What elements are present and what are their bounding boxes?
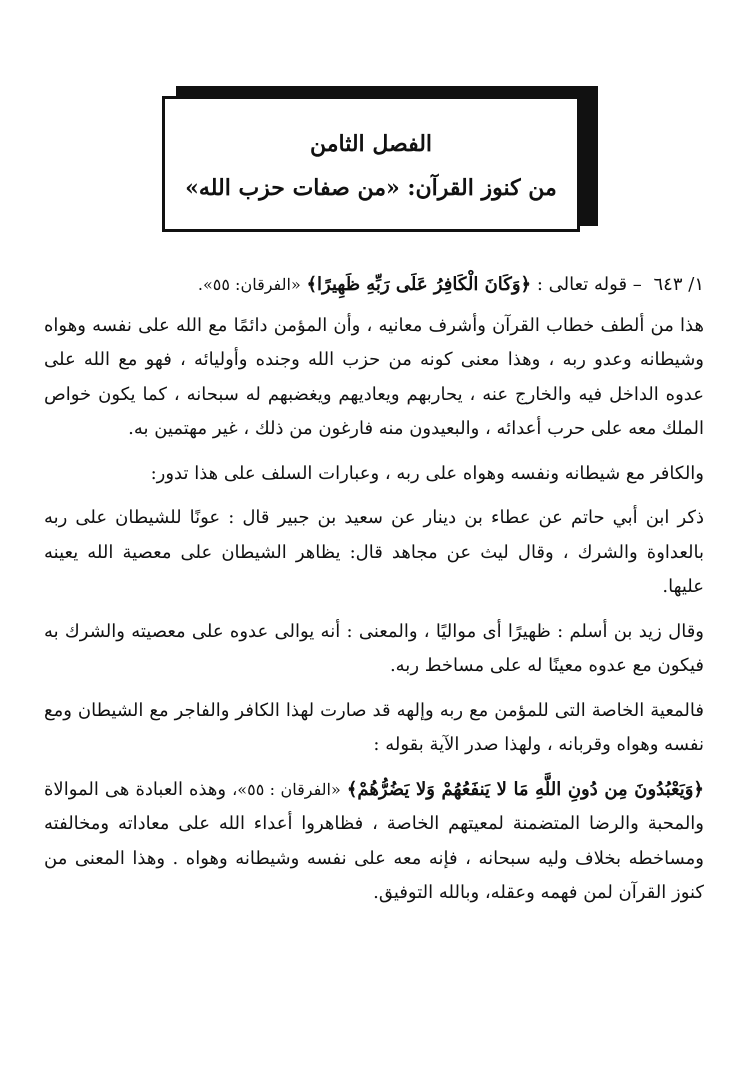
chapter-heading: الفصل الثامن	[309, 131, 433, 157]
paragraph-final	[44, 773, 704, 911]
final-verse-source: «الفرقان : ٥٥»،	[232, 779, 341, 799]
chapter-subheading: من كنوز القرآن: «من صفات حزب الله»	[185, 175, 557, 201]
final-text: وهذه العبادة هى الموالاة والمحبة والرضا المتضمنة لمعيتهم الخاصة ، فظاهروا أعداء الله على معاداته ومخالفته ومساخطه بخلاف وليه سبحانه ، فإنه معه على نفسه وشيطانه وهواه . وهذا المعنى من كنوز القرآن لمن فهمه وعقله، وبالله التوفيق.	[44, 778, 704, 903]
paragraph-4: وقال زيد بن أسلم : ظهيرًا أى مواليًا ، والمعنى : أنه يوالى عدوه على معصيته والشرك به فيكون مع عدوه معينًا له على مساخط ربه.	[44, 620, 704, 676]
verse-source: «الفرقان: ٥٥».	[197, 275, 301, 294]
final-quran-verse: ﴿وَيَعْبُدُونَ مِن دُونِ اللَّهِ مَا لا يَنفَعُهُمْ وَلا يَضُرُّهُمْ﴾	[346, 778, 704, 800]
entry-number: ١/ ٦٤٣	[653, 274, 704, 295]
page-body	[44, 268, 704, 921]
paragraph-5: فالمعية الخاصة التى للمؤمن مع ربه وإلهه قد صارت لهذا الكافر والفاجر مع الشيطان ومع نفسه وهواه وقربانه ، ولهذا صدر الآية بقوله :	[44, 699, 704, 755]
paragraph-1: هذا من ألطف خطاب القرآن وأشرف معانيه ، وأن المؤمن دائمًا مع الله على نفسه وهواه وشيطانه وعدو ربه ، وهذا معنى كونه من حزب الله وجنده وأوليائه ، فهو مع الله على عدوه الداخل فيه والخارج عنه ، يحاربهم ويعاديهم ويغضبهم له سبحانه ، كما يكون خواص الملك معه على حرب أعدائه ، والبعيدون منه فارغون من ذلك ، غير مهتمين به.	[44, 314, 704, 439]
paragraph-3: ذكر ابن أبي حاتم عن عطاء بن دينار عن سعيد بن جبير قال : عونًا للشيطان على ربه بالعداوة والشرك ، وقال ليث عن مجاهد قال: يظاهر الشيطان على معصية الله يعينه عليها.	[44, 507, 704, 597]
quran-verse: ﴿وَكَانَ الْكَافِرُ عَلَى رَبِّهِ ظَهِيرًا﴾	[306, 274, 532, 295]
entry-heading	[44, 268, 704, 303]
title-box-frame	[162, 96, 580, 232]
entry-intro: – قوله تعالى :	[536, 274, 642, 295]
chapter-title-box	[162, 86, 598, 238]
paragraph-2: والكافر مع شيطانه ونفسه وهواه على ربه ، وعبارات السلف على هذا تدور:	[150, 462, 704, 484]
